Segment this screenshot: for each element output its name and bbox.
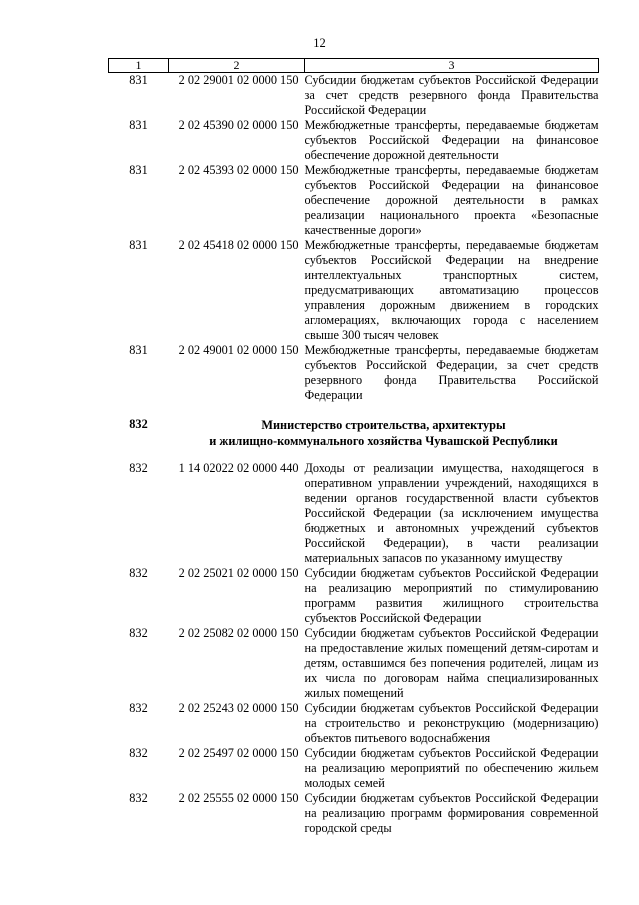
admin-code-cell: 832 xyxy=(129,701,148,715)
description-cell: Субсидии бюджетам субъектов Российской Федерации на предоставление жилых помещений детям-сиротам и детям, оставшимся без попечения родителей, лицам из их числа по договорам найма специализированных жилых помещений xyxy=(304,626,599,700)
table-row xyxy=(109,566,599,626)
column-header-1: 1 xyxy=(109,59,169,73)
admin-code-cell: 832 xyxy=(129,461,148,475)
budget-code-cell: 1 14 02022 02 0000 440 xyxy=(178,461,299,475)
description-cell: Межбюджетные трансферты, передаваемые бюджетам субъектов Российской Федерации на финансовое обеспечение дорожной деятельности в рамках реализации национального проекта «Безопасные качественные дороги» xyxy=(304,163,599,237)
table-row xyxy=(109,791,599,836)
budget-code-cell: 2 02 29001 02 0000 150 xyxy=(178,73,299,87)
budget-code-cell: 2 02 45393 02 0000 150 xyxy=(178,163,299,177)
section-header-row xyxy=(109,403,599,461)
budget-code-cell: 2 02 25243 02 0000 150 xyxy=(178,701,299,715)
table-row xyxy=(109,343,599,403)
column-header-3: 3 xyxy=(305,59,599,73)
description-cell: Субсидии бюджетам субъектов Российской Федерации на реализацию мероприятий по стимулированию программ развития жилищного строительства субъектов Российской Федерации xyxy=(304,566,599,625)
budget-code-cell: 2 02 49001 02 0000 150 xyxy=(178,343,299,357)
description-cell: Субсидии бюджетам субъектов Российской Федерации на строительство и реконструкцию (модернизацию) объектов питьевого водоснабжения xyxy=(304,701,599,745)
budget-code-cell: 2 02 45390 02 0000 150 xyxy=(178,118,299,132)
revenue-codes-table xyxy=(108,58,599,836)
section-code: 832 xyxy=(129,417,148,431)
page-number: 12 xyxy=(313,36,326,50)
table-row xyxy=(109,163,599,238)
column-header-2: 2 xyxy=(169,59,305,73)
admin-code-cell: 831 xyxy=(129,163,148,177)
table-row xyxy=(109,701,599,746)
budget-code-cell: 2 02 25021 02 0000 150 xyxy=(178,566,299,580)
table-header-row xyxy=(109,59,599,73)
table-row xyxy=(109,626,599,701)
table-row xyxy=(109,238,599,343)
section-title-line-1: Министерство строительства, архитектуры xyxy=(261,418,506,432)
admin-code-cell: 832 xyxy=(129,746,148,760)
budget-code-cell: 2 02 25497 02 0000 150 xyxy=(178,746,299,760)
admin-code-cell: 831 xyxy=(129,238,148,252)
table-row xyxy=(109,118,599,163)
section-title xyxy=(169,403,599,461)
table-row xyxy=(109,746,599,791)
admin-code-cell: 832 xyxy=(129,626,148,640)
table-row xyxy=(109,73,599,119)
description-cell: Межбюджетные трансферты, передаваемые бюджетам субъектов Российской Федерации, за счет средств резервного фонда Правительства Российской Федерации xyxy=(304,343,599,402)
description-cell: Субсидии бюджетам субъектов Российской Федерации за счет средств резервного фонда Правительства Российской Федерации xyxy=(304,73,599,117)
description-cell: Доходы от реализации имущества, находящегося в оперативном управлении учреждений, находящихся в ведении органов государственной власти субъектов Российской Федерации (за исключением имущества бюджетных и автономных учреждений субъектов Российской Федерации), в части реализации материальных запасов по указанному имуществу xyxy=(304,461,599,565)
description-cell: Межбюджетные трансферты, передаваемые бюджетам субъектов Российской Федерации на финансовое обеспечение дорожной деятельности xyxy=(304,118,599,162)
budget-code-cell: 2 02 25555 02 0000 150 xyxy=(178,791,299,805)
admin-code-cell: 831 xyxy=(129,73,148,87)
table-row xyxy=(109,461,599,566)
budget-code-cell: 2 02 25082 02 0000 150 xyxy=(178,626,299,640)
description-cell: Межбюджетные трансферты, передаваемые бюджетам субъектов Российской Федерации на внедрение интеллектуальных транспортных систем, предусматривающих автоматизацию процессов управления дорожным движением в городских агломерациях, включающих города с населением свыше 300 тысяч человек xyxy=(304,238,599,342)
section-title-line-2: и жилищно-коммунального хозяйства Чувашской Республики xyxy=(209,434,558,448)
admin-code-cell: 831 xyxy=(129,118,148,132)
description-cell: Субсидии бюджетам субъектов Российской Федерации на реализацию мероприятий по обеспечению жильем молодых семей xyxy=(304,746,599,790)
admin-code-cell: 832 xyxy=(129,566,148,580)
admin-code-cell: 832 xyxy=(129,791,148,805)
budget-code-cell: 2 02 45418 02 0000 150 xyxy=(178,238,299,252)
description-cell: Субсидии бюджетам субъектов Российской Федерации на реализацию программ формирования современной городской среды xyxy=(304,791,599,835)
admin-code-cell: 831 xyxy=(129,343,148,357)
